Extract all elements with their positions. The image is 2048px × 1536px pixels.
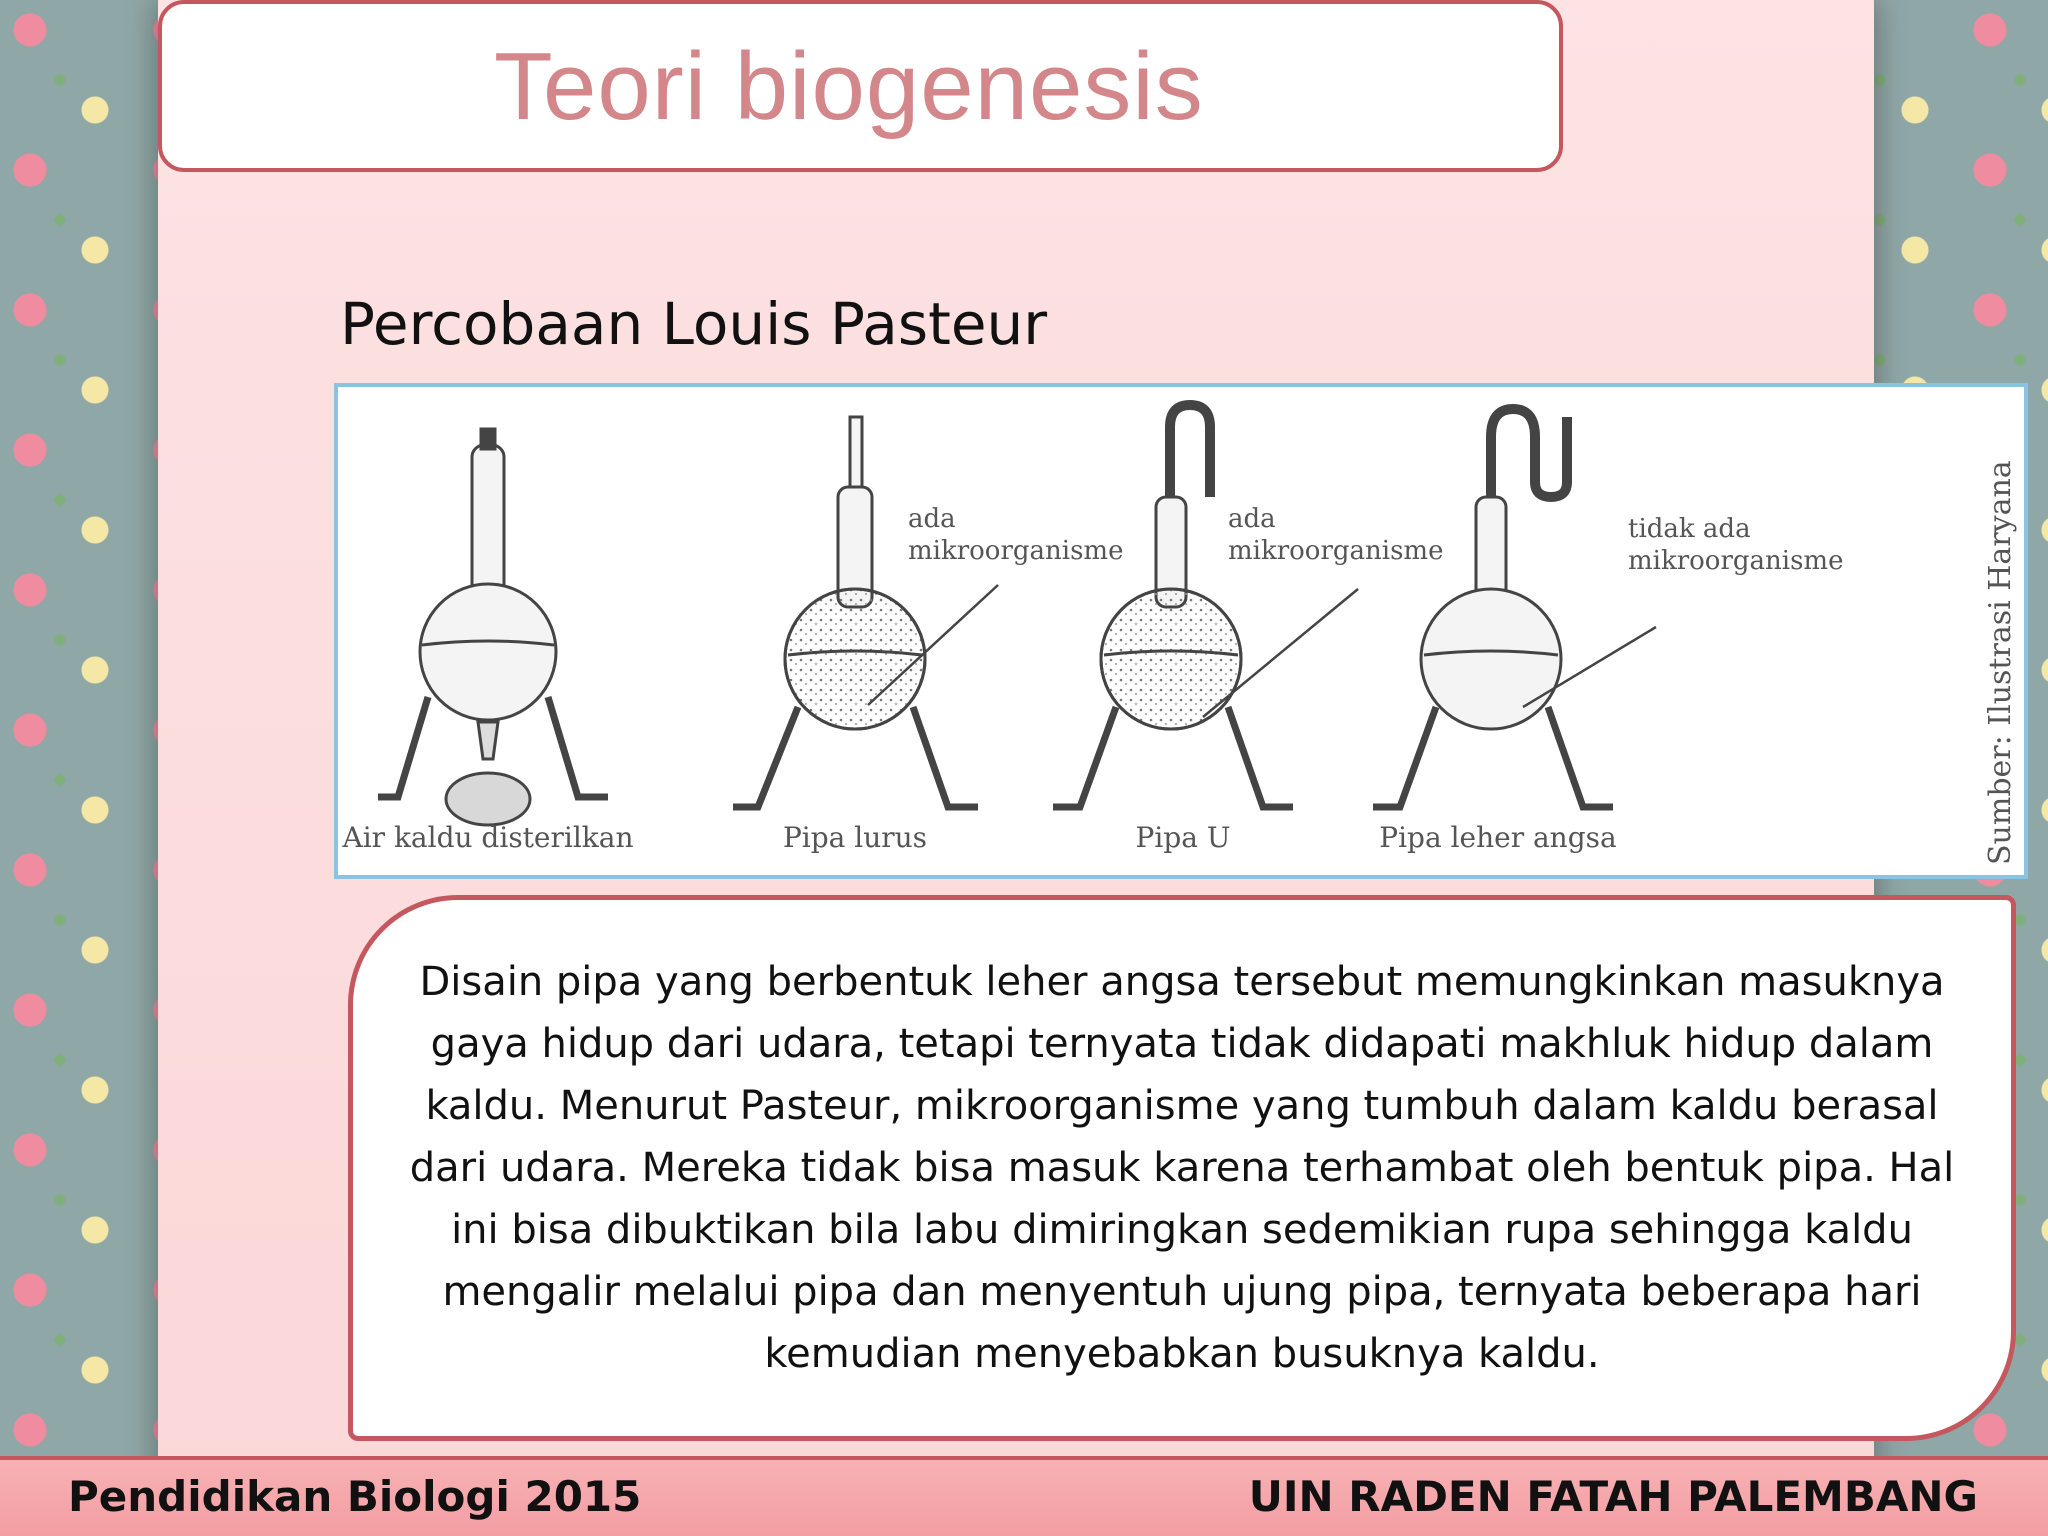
footer-university: UIN RADEN FATAH PALEMBANG (1248, 1472, 1978, 1521)
slide-panel (158, 0, 2018, 1536)
slide-title: Teori biogenesis (494, 33, 1204, 140)
annotation-3-line2: mikroorganisme (1628, 546, 1844, 576)
slide-subtitle: Percobaan Louis Pasteur (340, 290, 1048, 358)
caption-sterilized: Air kaldu disterilkan (342, 821, 634, 854)
annotation-1-line2: mikroorganisme (908, 536, 1124, 566)
annotation-3-line1: tidak ada (1628, 514, 1751, 544)
explanation-box (348, 895, 2016, 1441)
annotation-1-line1: ada (908, 504, 956, 534)
figure-source-credit: Sumber: Ilustrasi Haryana (1983, 460, 2018, 865)
caption-straight-pipe: Pipa lurus (782, 821, 928, 854)
footer-department: Pendidikan Biologi 2015 (68, 1472, 642, 1521)
caption-swan-neck-pipe: Pipa leher angsa (1379, 821, 1617, 854)
flask-illustration (338, 387, 2024, 875)
flask-swan-neck-pipe (1373, 409, 1656, 807)
flask-u-pipe (1053, 405, 1358, 807)
flask-straight-pipe (733, 417, 998, 807)
explanation-text: Disain pipa yang berbentuk leher angsa tersebut memungkinkan masuknya gaya hidup dari udara, tetapi ternyata tidak didapati makhluk hidup dalam kaldu. Menurut Pasteur, mikroorganisme yang tumbuh dalam kaldu berasal dari udara. Mereka tidak bisa masuk karena terhambat oleh bentuk pipa. Hal ini bisa dibuktikan bila labu dimiringkan sedemikian rupa sehingga kaldu mengalir melalui pipa dan menyentuh ujung pipa, ternyata beberapa hari kemudian menyebabkan busuknya kaldu. (409, 959, 1955, 1377)
flask-sterilized (378, 429, 608, 825)
caption-u-pipe: Pipa U (1135, 821, 1231, 854)
footer-bar (0, 1456, 2048, 1536)
pasteur-experiment-figure (334, 383, 2028, 879)
annotation-2-line1: ada (1228, 504, 1276, 534)
title-box (158, 0, 1563, 172)
annotation-2-line2: mikroorganisme (1228, 536, 1444, 566)
